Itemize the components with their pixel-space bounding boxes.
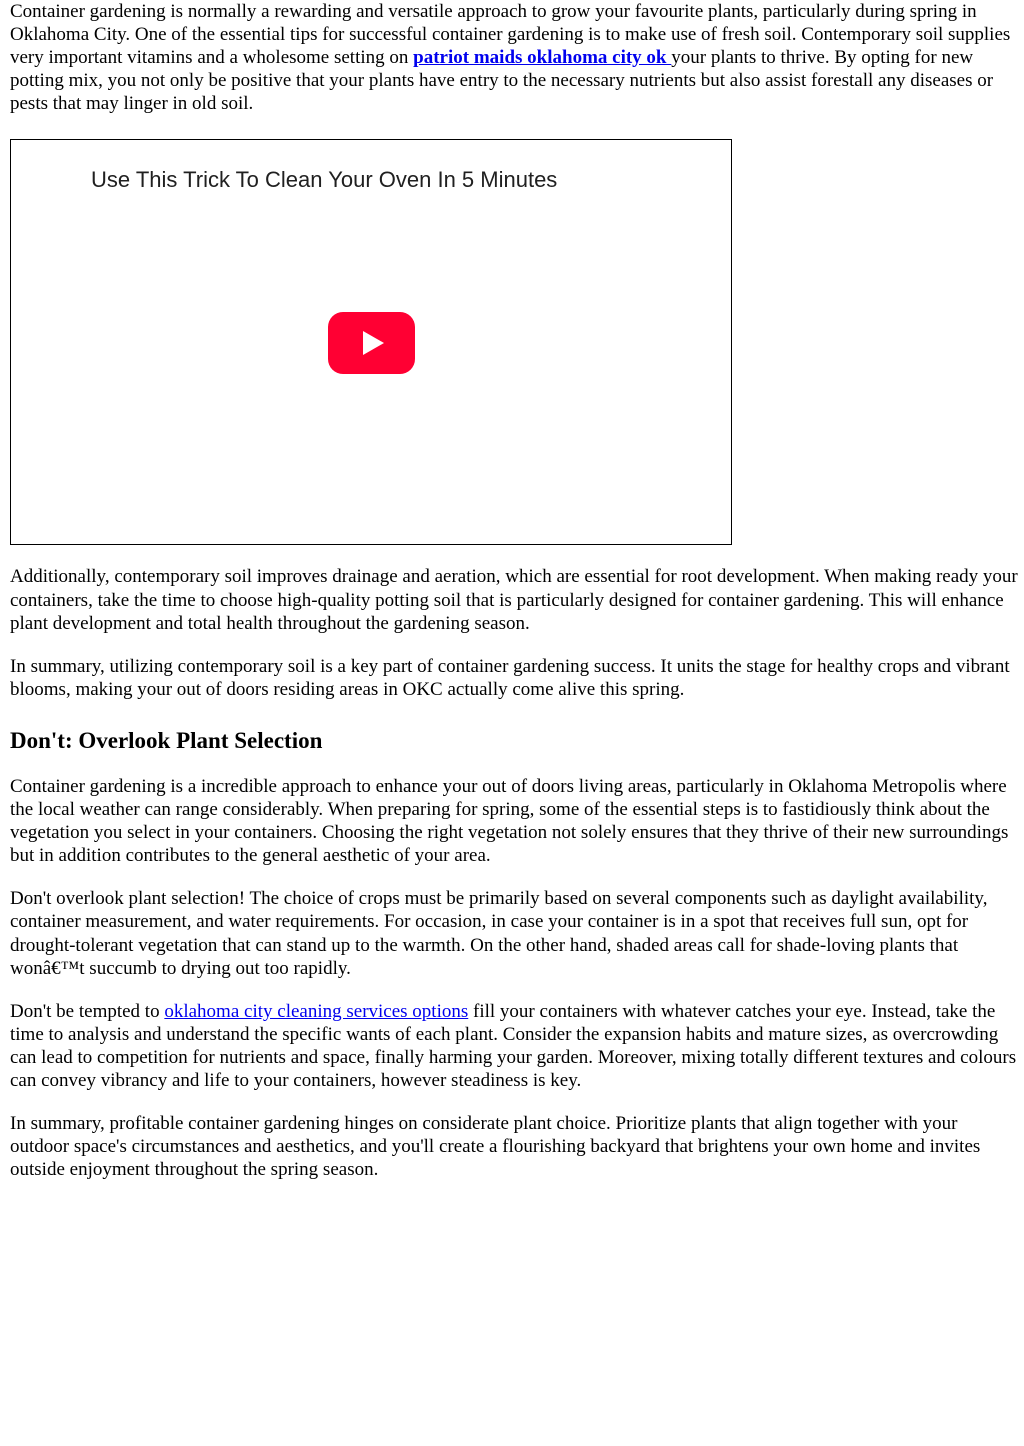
video-play-button[interactable] [328,312,415,374]
intro-text-after: your plants to thrive. By opting for new potting mix, you not only be positive that your plants have entry to the necessary nutrients but also assist forestall any diseases or pests that may linger in old soil. [10,47,994,115]
soil-summary-paragraph: In summary, utilizing contemporary soil is a key part of container gardening success. It units the stage for healthy crops and vibrant blooms, making your out of doors residing areas in OKC actually come alive this spring. [10,655,1010,700]
soil-drainage-paragraph: Additionally, contemporary soil improves drainage and aeration, which are essential for root development. When making ready your containers, take the time to choose high-quality potting soil that is particularly designed for container gardening. This will enhance plant development and total health throughout the gardening season. [10,566,1018,634]
plant-selection-intro-paragraph: Container gardening is a incredible approach to enhance your out of doors living areas, particularly in Oklahoma Metropolis where the local weather can range considerably. When preparing for spring, some of the essential steps is to fastidiously think about the vegetation you select in your containers. Choosing the right vegetation not solely ensures that they thrive of their new surroundings but in addition contributes to the general aesthetic of your area. [10,775,1009,867]
article-content [10,0,1018,1181]
video-embed[interactable] [10,139,732,545]
intro-paragraph [10,0,1018,115]
video-title[interactable]: Use This Trick To Clean Your Oven In 5 Minutes [91,167,558,193]
plant-summary-paragraph: In summary, profitable container gardening hinges on considerate plant choice. Prioritize plants that align together with your outdoor space's circumstances and aesthetics, and you'll create a flourishing backyard that brightens your own home and invites outside enjoyment throughout the spring season. [10,1113,981,1181]
research-paragraph [10,1000,1018,1092]
research-text-after: fill your containers with whatever catches your eye. Instead, take the time to analysis and understand the specific wants of each plant. Consider the expansion habits and mature sizes, as overcrowding can lead to competition for nutrients and space, finally harming your garden. Moreover, mixing totally different textures and colours can convey vibrancy and life to your containers, however steadiness is key. [10,1000,1017,1091]
research-text-before: Don't be tempted to [10,1000,165,1022]
section-heading: Don't: Overlook Plant Selection [10,727,323,753]
youtube-play-icon [363,331,384,355]
plant-choice-paragraph: Don't overlook plant selection! The choice of crops must be primarily based on several components such as daylight availability, container measurement, and water requirements. For occasion, in case your container is in a spot that receives full sun, opt for drought-tolerant vegetation that can stand up to the warmth. On the other hand, shaded areas call for shade-loving plants that wonâ€™t succumb to drying out too rapidly. [10,888,988,979]
intro-text-before: Container gardening is normally a rewarding and versatile approach to grow your favourite plants, particularly during spring in Oklahoma City. One of the essential tips for successful container gardening is to make use of fresh soil. Contemporary soil supplies very important vitamins and a wholesome setting on [10,1,1011,69]
cleaning-services-link[interactable]: oklahoma city cleaning services options [164,1000,469,1022]
patriot-maids-link[interactable]: patriot maids oklahoma city ok [413,47,672,69]
